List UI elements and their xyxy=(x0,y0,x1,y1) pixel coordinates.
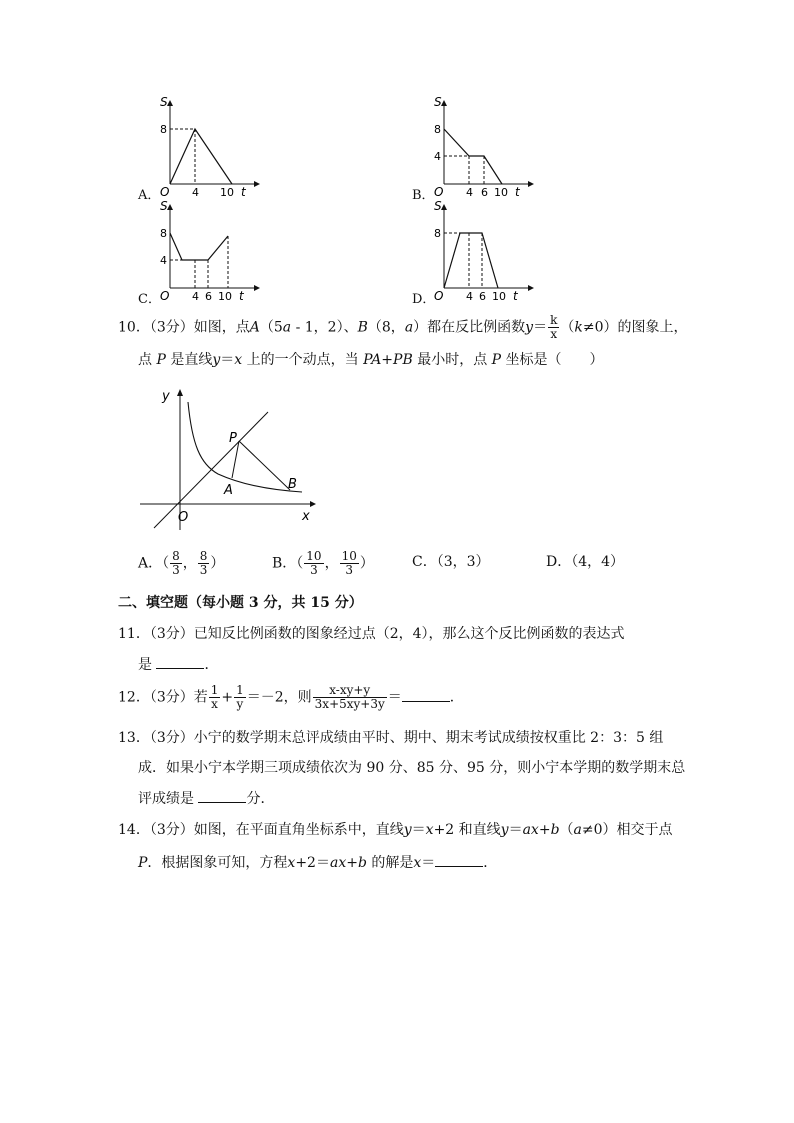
q12-mid: ＝－2，则 xyxy=(246,689,312,706)
section-2-heading: 二、填空题（每小题 3 分，共 15 分） xyxy=(118,595,363,611)
y-arrow-icon xyxy=(441,100,447,106)
q10-option-b xyxy=(272,550,374,577)
x-arrow-icon xyxy=(310,501,316,507)
y-arrow-icon xyxy=(177,389,183,396)
q14-line2d: 的解是 xyxy=(366,855,414,871)
q14-bb: b xyxy=(550,822,560,838)
question-11-line-2 xyxy=(138,654,218,675)
ytick-8: 8 xyxy=(160,227,167,240)
xtick-6: 6 xyxy=(481,186,488,199)
question-13-line-3 xyxy=(138,788,274,809)
q14-g: ≠0）相交于点 xyxy=(581,822,673,838)
answer-blank[interactable] xyxy=(435,852,483,867)
q14-ax2: ax xyxy=(329,855,347,871)
q10-line2y: y xyxy=(212,352,221,368)
origin-label: O xyxy=(160,185,170,199)
y-arrow-icon xyxy=(167,100,173,106)
graph-a xyxy=(152,92,262,202)
fraction-a1 xyxy=(170,550,182,577)
q10-eq: ＝ xyxy=(533,319,548,336)
x-arrow-icon xyxy=(528,181,534,187)
frac-den: 3 xyxy=(199,563,208,577)
x-axis-label: t xyxy=(515,185,520,199)
q14-d: ＝ xyxy=(508,822,523,838)
q14-line2b: +2＝ xyxy=(295,855,330,871)
question-10-line-1 xyxy=(118,314,688,341)
q12-end: ． xyxy=(449,689,464,706)
graph-line xyxy=(170,129,232,184)
q13-line3b: 分． xyxy=(246,791,275,807)
q10-line2b: 是直线 xyxy=(165,352,213,368)
question-13-line-2: 成．如果小宁本学期三项成绩依次为 90 分、85 分、95 分，则小宁本学期的数学期末总 xyxy=(138,760,686,776)
frac-num: x-xy+y xyxy=(313,684,387,698)
xtick-10: 10 xyxy=(494,186,508,199)
xtick-4: 4 xyxy=(466,186,473,199)
answer-blank[interactable] xyxy=(198,788,246,803)
opt-a-end: ） xyxy=(210,555,225,572)
origin-label: O xyxy=(434,289,444,303)
fig-x-label: x xyxy=(302,509,310,524)
question-14-line-1 xyxy=(118,820,673,840)
opt-b-end: ） xyxy=(359,555,374,572)
q14-f: （ xyxy=(559,822,574,838)
frac-den: 3 xyxy=(310,563,318,577)
q10-option-c: C．（3，3） xyxy=(412,554,490,570)
graph-b xyxy=(426,92,536,202)
q10-line2e: 坐标是（ ） xyxy=(501,352,604,368)
q14-x1: x xyxy=(425,822,434,838)
q14-y1: y xyxy=(403,822,412,838)
q12-eq: ＝ xyxy=(387,689,402,706)
y-arrow-icon xyxy=(167,204,173,210)
opt-b-sep: ， xyxy=(324,555,339,572)
q10-y: y xyxy=(525,319,534,336)
question-12 xyxy=(118,684,464,711)
fig-a-label: A xyxy=(224,483,233,498)
option-a-label: A． xyxy=(138,188,161,203)
ytick-8: 8 xyxy=(160,123,167,136)
graph-line xyxy=(444,129,502,184)
q10-a-coord2: - 1，2）、 xyxy=(291,319,358,336)
fraction-k-over-x xyxy=(548,314,559,341)
x-arrow-icon xyxy=(254,285,260,291)
q14-line2a: ．根据图象可知，方程 xyxy=(147,855,288,871)
frac-num: 1 xyxy=(210,683,219,697)
y-axis-label: S xyxy=(160,95,168,109)
option-d-label: D． xyxy=(412,292,436,307)
fraction-1-over-y xyxy=(234,684,246,711)
q10-a-coord: （5 xyxy=(259,319,283,336)
xtick-4: 4 xyxy=(466,290,473,303)
q10-cond-a: （ xyxy=(560,319,575,336)
graph-c xyxy=(152,196,262,306)
frac-den: x xyxy=(211,697,218,711)
q12-prefix: 12．（3分）若 xyxy=(118,689,208,706)
xtick-10: 10 xyxy=(492,290,506,303)
opt-b-label: B．（ xyxy=(272,555,304,572)
q10-line2x: x xyxy=(234,352,243,368)
frac-num: 10 xyxy=(341,549,357,563)
graph-d xyxy=(426,196,536,306)
line-y-equals-x xyxy=(154,412,268,528)
y-arrow-icon xyxy=(441,204,447,210)
xtick-10: 10 xyxy=(218,290,232,303)
option-b-label: B． xyxy=(412,188,435,203)
q14-a2: a xyxy=(573,822,582,838)
q10-line2eq: ＝ xyxy=(220,352,235,368)
fraction-b2 xyxy=(340,550,359,577)
segment-pa xyxy=(232,441,239,478)
q14-x3: x xyxy=(413,855,422,871)
q10-line2a: 点 xyxy=(138,352,157,368)
frac-den: x xyxy=(550,327,558,341)
question-14-line-2 xyxy=(138,852,497,873)
q13-line3a: 评成绩是 xyxy=(138,791,194,807)
q14-line2c: + xyxy=(346,855,358,871)
q10-cond-b: ≠0）的图象上， xyxy=(582,319,688,336)
q14-end: ． xyxy=(483,855,498,871)
x-axis-label: t xyxy=(239,289,244,303)
q10-prefix: 10．（3分）如图，点 xyxy=(118,319,250,336)
frac-num: k xyxy=(550,313,558,327)
q10-option-d: D．（4，4） xyxy=(546,554,625,570)
q14-ax: ax xyxy=(522,822,539,838)
x-axis-label: t xyxy=(241,185,246,199)
opt-a-label: A．（ xyxy=(138,555,170,572)
graph-line xyxy=(444,233,498,288)
q10-b-coord2: ）都在反比例函数 xyxy=(413,319,526,336)
xtick-4: 4 xyxy=(192,186,199,199)
graph-line xyxy=(170,233,228,260)
q14-y2: y xyxy=(500,822,509,838)
fig-y-label: y xyxy=(162,389,170,404)
xtick-10: 10 xyxy=(220,186,234,199)
fraction-a2 xyxy=(198,550,210,577)
q10-a-var: a xyxy=(282,319,292,336)
fig-b-label: B xyxy=(288,477,297,492)
q10-line2d: 最小时，点 xyxy=(412,352,492,368)
x-arrow-icon xyxy=(528,285,534,291)
fraction-1-over-x xyxy=(209,684,221,711)
q10-p2: P xyxy=(491,352,502,368)
x-axis-label: t xyxy=(513,289,518,303)
fraction-b1 xyxy=(304,550,323,577)
q14-c: +2 和直线 xyxy=(433,822,501,838)
x-arrow-icon xyxy=(254,181,260,187)
q10-cond-k: k xyxy=(574,319,583,336)
q10-point-b: B xyxy=(357,319,368,336)
q10-b-var: a xyxy=(404,319,414,336)
q10-point-a: A xyxy=(249,319,260,336)
q10-b-coord: （8， xyxy=(367,319,405,336)
frac-num: 8 xyxy=(172,549,180,563)
ytick-8: 8 xyxy=(434,227,441,240)
q14-b: ＝ xyxy=(411,822,426,838)
q14-a: 14．（3分）如图，在平面直角坐标系中，直线 xyxy=(118,822,404,838)
y-axis-label: S xyxy=(160,199,168,213)
fraction-expression xyxy=(313,684,387,711)
segment-pb xyxy=(239,441,290,490)
q14-b2: b xyxy=(357,855,367,871)
ytick-4: 4 xyxy=(160,254,167,267)
q10-figure xyxy=(140,384,320,534)
answer-blank[interactable] xyxy=(402,687,450,702)
xtick-6: 6 xyxy=(205,290,212,303)
ytick-8: 8 xyxy=(434,123,441,136)
opt-a-sep: ， xyxy=(182,555,197,572)
q10-pa-pb: PA+PB xyxy=(363,352,413,368)
q12-plus: + xyxy=(221,689,234,706)
frac-den: y xyxy=(236,697,244,711)
fig-p-label: P xyxy=(229,431,237,446)
option-c-label: C． xyxy=(138,292,161,307)
frac-den: 3 xyxy=(172,563,180,577)
xtick-6: 6 xyxy=(479,290,486,303)
xtick-4: 4 xyxy=(192,290,199,303)
frac-num: 10 xyxy=(306,549,322,563)
frac-num: 1 xyxy=(236,683,244,697)
frac-num: 8 xyxy=(199,549,208,563)
frac-den: 3 xyxy=(345,563,354,577)
q14-e: + xyxy=(538,822,551,838)
q14-line2e: ＝ xyxy=(421,855,436,871)
origin-label: O xyxy=(434,185,444,199)
frac-den: 3x+5xy+3y xyxy=(314,697,385,711)
question-10-line-2 xyxy=(138,350,604,370)
answer-blank[interactable] xyxy=(156,654,204,669)
fig-origin-label: O xyxy=(178,510,189,525)
q10-option-a xyxy=(138,550,224,577)
q10-line2c: 上的一个动点，当 xyxy=(242,352,364,368)
y-axis-label: S xyxy=(434,95,442,109)
question-11-line-1: 11．（3分）已知反比例函数的图象经过点（2，4），那么这个反比例函数的表达式 xyxy=(118,626,625,642)
question-13-line-1: 13．（3分）小宁的数学期末总评成绩由平时、期中、期末考试成绩按权重比 2：3：5 组 xyxy=(118,730,664,746)
q14-x2: x xyxy=(287,855,296,871)
q10-p: P xyxy=(156,352,166,368)
q14-p: P xyxy=(138,855,148,871)
ytick-4: 4 xyxy=(434,150,441,163)
q11-line2: 是 xyxy=(138,657,152,673)
origin-label: O xyxy=(160,289,170,303)
q11-end: ． xyxy=(204,657,219,673)
y-axis-label: S xyxy=(434,199,442,213)
